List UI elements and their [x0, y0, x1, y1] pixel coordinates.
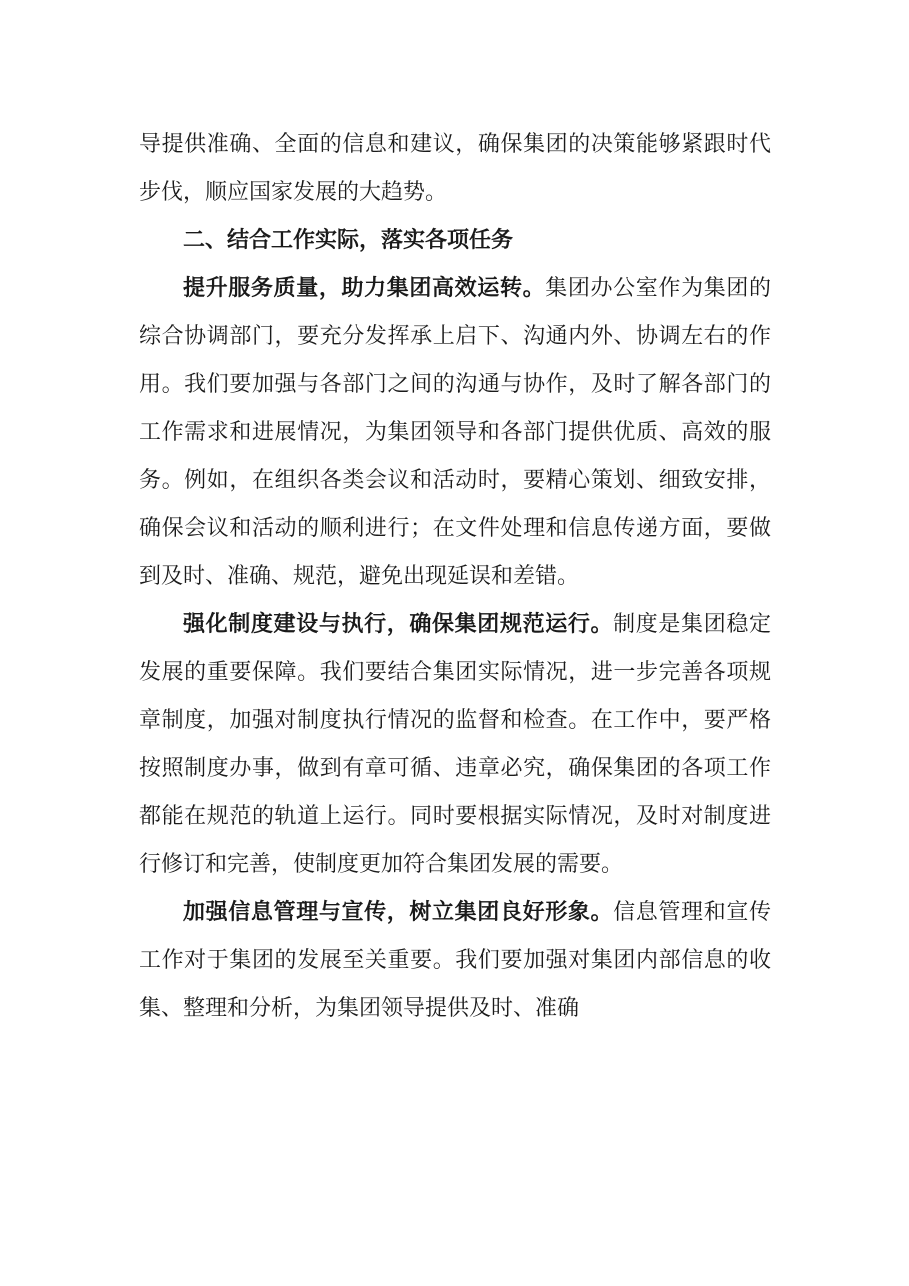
document-body [139, 121, 771, 1033]
paragraph-text: 集团办公室作为集团的综合协调部门，要充分发挥承上启下、沟通内外、协调左右的作用。我们要加强与各部门之间的沟通与协作，及时了解各部门的工作需求和进展情况，为集团领导和各部门提供优质、高效的服务。例如，在组织各类会议和活动时，要精心策划、细致安排，确保会议和活动的顺利进行；在文件处理和信息传递方面，要做到及时、准确、规范，避免出现延误和差错。 [139, 276, 771, 589]
paragraph-text: 导提供准确、全面的信息和建议，确保集团的决策能够紧跟时代步伐，顺应国家发展的大趋势。 [139, 132, 771, 205]
paragraph-lead: 加强信息管理与宣传，树立集团良好形象。 [183, 900, 614, 925]
paragraph-service-quality [139, 265, 771, 601]
paragraph-lead: 提升服务质量，助力集团高效运转。 [183, 276, 546, 301]
paragraph-text: 制度是集团稳定发展的重要保障。我们要结合集团实际情况，进一步完善各项规章制度，加强对制度执行情况的监督和检查。在工作中，要严格按照制度办事，做到有章可循、违章必究，确保集团的各项工作都能在规范的轨道上运行。同时要根据实际情况，及时对制度进行修订和完善，使制度更加符合集团发展的需要。 [139, 612, 771, 877]
section-heading: 二、结合工作实际，落实各项任务 [183, 228, 514, 253]
paragraph-system-building [139, 601, 771, 889]
paragraph-lead: 强化制度建设与执行，确保集团规范运行。 [183, 612, 614, 637]
paragraph-information-management [139, 889, 771, 1033]
paragraph-continuation [139, 121, 771, 217]
paragraph-text: 信息管理和宣传工作对于集团的发展至关重要。我们要加强对集团内部信息的收集、整理和分析，为集团领导提供及时、准确 [139, 900, 771, 1021]
